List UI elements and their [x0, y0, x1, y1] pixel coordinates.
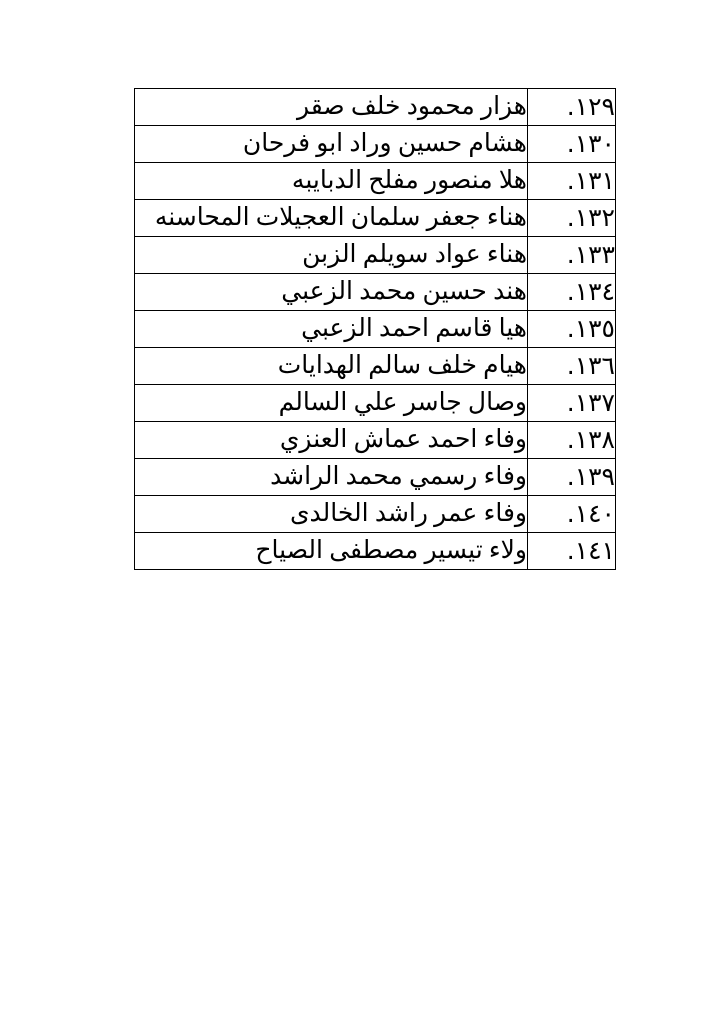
table-row — [135, 348, 616, 385]
row-name: هناء عواد سويلم الزبن — [135, 237, 528, 274]
row-number: ١٣٢. — [528, 200, 616, 237]
row-number: ١٣١. — [528, 163, 616, 200]
table-row — [135, 237, 616, 274]
row-name: هيام خلف سالم الهدايات — [135, 348, 528, 385]
table-row — [135, 496, 616, 533]
table-row — [135, 163, 616, 200]
row-name: هزار محمود خلف صقر — [135, 89, 528, 126]
row-name: وصال جاسر علي السالم — [135, 385, 528, 422]
row-name: هند حسين محمد الزعبي — [135, 274, 528, 311]
table-row — [135, 459, 616, 496]
row-name: ولاء تيسير مصطفى الصياح — [135, 533, 528, 570]
row-name: وفاء احمد عماش العنزي — [135, 422, 528, 459]
table-row — [135, 422, 616, 459]
table-row — [135, 533, 616, 570]
table-row — [135, 385, 616, 422]
table-row — [135, 126, 616, 163]
row-number: ١٣٦. — [528, 348, 616, 385]
row-name: هيا قاسم احمد الزعبي — [135, 311, 528, 348]
row-name: هناء جعفر سلمان العجيلات المحاسنه — [135, 200, 528, 237]
row-number: ١٤١. — [528, 533, 616, 570]
table-row — [135, 274, 616, 311]
names-table-body — [135, 89, 616, 570]
row-number: ١٣٤. — [528, 274, 616, 311]
row-number: ١٣٨. — [528, 422, 616, 459]
row-number: ١٤٠. — [528, 496, 616, 533]
row-name: هلا منصور مفلح الدبايبه — [135, 163, 528, 200]
table-row — [135, 311, 616, 348]
row-number: ١٣٩. — [528, 459, 616, 496]
row-number: ١٢٩. — [528, 89, 616, 126]
row-number: ١٣٠. — [528, 126, 616, 163]
row-name: وفاء عمر راشد الخالدى — [135, 496, 528, 533]
table-row — [135, 200, 616, 237]
names-table — [134, 88, 616, 570]
table-row — [135, 89, 616, 126]
row-number: ١٣٣. — [528, 237, 616, 274]
row-name: وفاء رسمي محمد الراشد — [135, 459, 528, 496]
row-number: ١٣٧. — [528, 385, 616, 422]
row-number: ١٣٥. — [528, 311, 616, 348]
row-name: هشام حسين وراد ابو فرحان — [135, 126, 528, 163]
